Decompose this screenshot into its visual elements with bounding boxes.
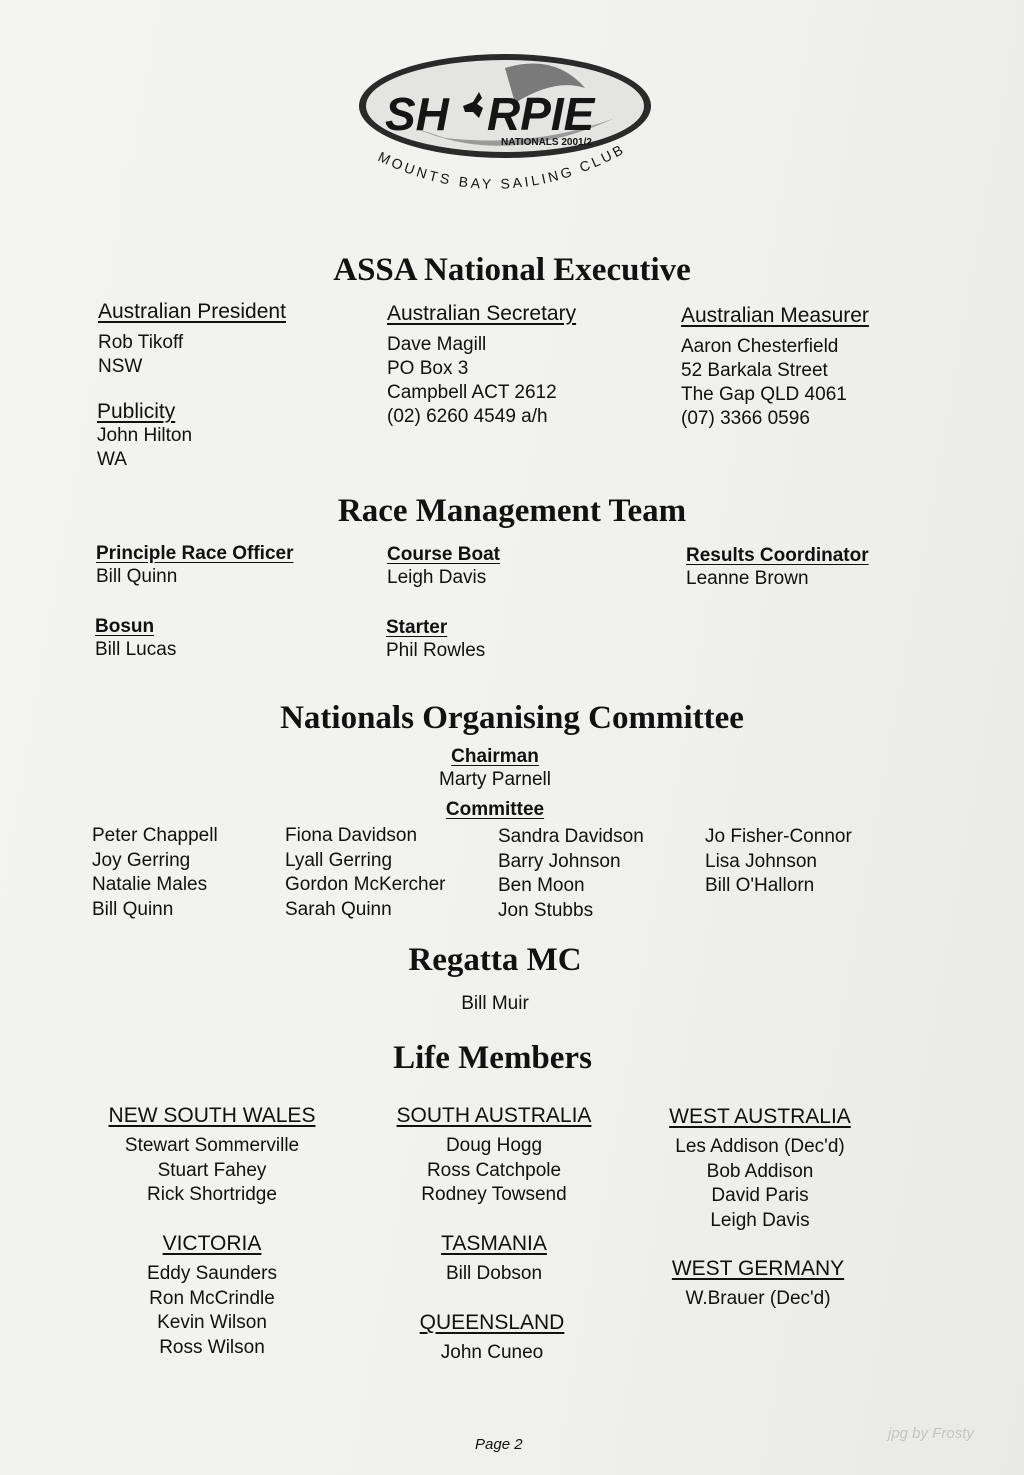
pro-block: [96, 543, 293, 589]
tas-title: TASMANIA: [441, 1232, 547, 1255]
life-member: Doug Hogg: [445, 1135, 543, 1156]
chairman-title: Chairman: [451, 746, 539, 767]
life-member: David Paris: [711, 1185, 809, 1206]
life-member: Ross Catchpole: [426, 1159, 562, 1181]
race-team-heading: Race Management Team: [337, 493, 687, 529]
secretary-block: [387, 302, 576, 429]
life-member: Eddy Saunders: [147, 1263, 277, 1284]
committee-title: Committee: [445, 799, 545, 820]
results-title: Results Coordinator: [686, 545, 869, 566]
measurer-title: Australian Measurer: [681, 304, 869, 327]
bosun-title: Bosun: [95, 616, 155, 637]
course-boat-title: Course Boat: [387, 544, 500, 565]
secretary-line: PO Box 3: [387, 358, 469, 379]
life-member: Bob Addison: [706, 1160, 814, 1182]
committee-member: Sarah Quinn: [285, 898, 392, 920]
wa-title: WEST AUSTRALIA: [669, 1105, 851, 1128]
committee-member: Joy Gerring: [92, 849, 191, 871]
life-member: Stewart Sommerville: [124, 1135, 300, 1156]
secretary-title: Australian Secretary: [387, 302, 577, 325]
committee-member: Bill Quinn: [92, 898, 174, 920]
starter-block: [386, 617, 485, 663]
committee-member: Fiona Davidson: [285, 825, 418, 846]
life-member: Stuart Fahey: [157, 1159, 267, 1181]
page-number: Page 2: [475, 1436, 523, 1453]
committee-member: Lyall Gerring: [285, 849, 393, 871]
life-member: Les Addison (Dec'd): [675, 1136, 845, 1157]
publicity-title: Publicity: [97, 400, 176, 423]
vic-block: [72, 1232, 352, 1360]
wa-block: [620, 1105, 900, 1233]
committee-member: Natalie Males: [92, 874, 208, 895]
secretary-line: (02) 6260 4549 a/h: [387, 406, 548, 427]
life-member: Rodney Towsend: [421, 1184, 567, 1205]
vic-title: VICTORIA: [162, 1232, 262, 1255]
committee-member: Gordon McKercher: [285, 874, 446, 895]
committee-column-4: [705, 825, 852, 899]
tas-block: [354, 1232, 634, 1287]
measurer-line: (07) 3366 0596: [681, 408, 810, 429]
results-name: Leanne Brown: [686, 568, 809, 589]
credit-watermark: jpg by Frosty: [888, 1425, 974, 1442]
committee-member: Sandra Davidson: [498, 826, 644, 847]
president-name: Rob Tikoff: [98, 332, 184, 353]
regatta-name: Bill Muir: [461, 993, 529, 1014]
sa-block: [354, 1104, 634, 1208]
sharpie-logo: [355, 48, 655, 198]
secretary-line: Campbell ACT 2612: [387, 382, 557, 403]
wg-title: WEST GERMANY: [671, 1257, 845, 1280]
secretary-line: Dave Magill: [387, 334, 487, 355]
measurer-block: [681, 304, 869, 431]
measurer-line: 52 Barkala Street: [681, 360, 828, 381]
life-member: Leigh Davis: [710, 1209, 810, 1231]
life-member: Ross Wilson: [159, 1336, 265, 1358]
svg-text:SH: SH: [385, 88, 449, 140]
svg-text:RPIE: RPIE: [487, 88, 595, 140]
life-member: Kevin Wilson: [157, 1312, 267, 1333]
course-boat-block: [387, 544, 500, 590]
svg-text:MOUNTS BAY SAILING CLUB WA: MOUNTS BAY SAILING CLUB: [375, 140, 629, 192]
regatta-heading: Regatta MC: [408, 942, 582, 978]
president-block: [98, 300, 286, 379]
chairman-name: Marty Parnell: [439, 769, 551, 790]
life-member: Bill Dobson: [445, 1263, 543, 1284]
course-boat-name: Leigh Davis: [387, 567, 487, 588]
wg-block: [618, 1257, 898, 1312]
publicity-state: WA: [97, 449, 127, 470]
pro-name: Bill Quinn: [96, 566, 178, 587]
measurer-line: The Gap QLD 4061: [681, 384, 847, 405]
life-member: Rick Shortridge: [147, 1184, 277, 1205]
president-title: Australian President: [98, 300, 286, 323]
publicity-block: [97, 400, 192, 472]
starter-title: Starter: [386, 617, 448, 638]
sa-title: SOUTH AUSTRALIA: [396, 1104, 592, 1127]
life-member: Ron McCrindle: [149, 1287, 275, 1309]
committee-member: Ben Moon: [498, 875, 585, 896]
committee-member: Bill O'Hallorn: [705, 875, 815, 896]
committee-heading: Nationals Organising Committee: [280, 700, 744, 736]
president-state: NSW: [98, 356, 143, 377]
committee-member: Jon Stubbs: [498, 899, 594, 921]
life-member: W.Brauer (Dec'd): [685, 1288, 831, 1309]
bosun-block: [95, 616, 176, 662]
committee-member: Barry Johnson: [498, 850, 621, 872]
results-block: [686, 545, 869, 591]
chairman-block: [0, 746, 990, 821]
qld-block: [352, 1311, 632, 1366]
life-member: John Cuneo: [440, 1342, 544, 1363]
committee-member: Peter Chappell: [92, 825, 218, 846]
measurer-line: Aaron Chesterfield: [681, 336, 839, 357]
svg-text:NATIONALS 2001/2: NATIONALS 2001/2: [501, 137, 592, 148]
qld-title: QUEENSLAND: [419, 1311, 565, 1334]
bosun-name: Bill Lucas: [95, 639, 177, 660]
committee-column-1: [92, 824, 218, 922]
executive-heading: ASSA National Executive: [333, 252, 691, 288]
committee-member: Lisa Johnson: [705, 850, 817, 872]
pro-title: Principle Race Officer: [96, 543, 294, 564]
life-members-heading: Life Members: [393, 1040, 592, 1076]
nsw-title: NEW SOUTH WALES: [108, 1104, 316, 1127]
committee-column-3: [498, 825, 644, 923]
publicity-name: John Hilton: [97, 425, 193, 446]
nsw-block: [72, 1104, 352, 1208]
committee-member: Jo Fisher-Connor: [705, 826, 852, 847]
committee-column-2: [285, 824, 446, 922]
starter-name: Phil Rowles: [386, 640, 486, 661]
